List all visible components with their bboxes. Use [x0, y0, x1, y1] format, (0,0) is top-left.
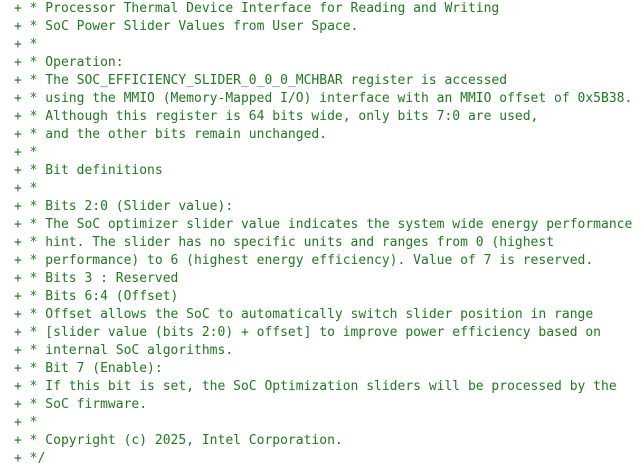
diff-line: + * Bit 7 (Enable):: [14, 361, 163, 376]
diff-line: + * Bits 2:0 (Slider value):: [14, 199, 234, 214]
diff-line: + *: [14, 145, 38, 160]
diff-line: + *: [14, 181, 38, 196]
diff-line: + * internal SoC algorithms.: [14, 343, 234, 358]
diff-line: + * Bit definitions: [14, 163, 163, 178]
diff-line: + * Processor Thermal Device Interface for Reading and Writing: [14, 1, 500, 16]
diff-line: + * The SOC_EFFICIENCY_SLIDER_0_0_0_MCHBAR register is accessed: [14, 73, 508, 88]
diff-line: + * SoC Power Slider Values from User Space.: [14, 19, 359, 34]
diff-line: + * Bits 3 : Reserved: [14, 271, 179, 286]
diff-line: + * and the other bits remain unchanged.: [14, 127, 328, 142]
diff-line: + * Although this register is 64 bits wide, only bits 7:0 are used,: [14, 109, 539, 124]
diff-line: + *: [14, 415, 38, 430]
diff-line: + */: [14, 451, 46, 466]
diff-line: + * [slider value (bits 2:0) + offset] to improve power efficiency based on: [14, 325, 601, 340]
diff-line: + *: [14, 37, 38, 52]
diff-line: + * Bits 6:4 (Offset): [14, 289, 179, 304]
diff-line: + * using the MMIO (Memory-Mapped I/O) interface with an MMIO offset of 0x5B38.: [14, 91, 633, 106]
diff-line: + * Copyright (c) 2025, Intel Corporation.: [14, 433, 343, 448]
diff-line: + * Operation:: [14, 55, 124, 70]
diff-line: + * performance) to 6 (highest energy efficiency). Value of 7 is reserved.: [14, 253, 594, 268]
diff-line: + * The SoC optimizer slider value indicates the system wide energy performance: [14, 217, 633, 232]
diff-line: + * If this bit is set, the SoC Optimization sliders will be processed by the: [14, 379, 617, 394]
diff-line: + * SoC firmware.: [14, 397, 148, 412]
diff-line: + * Offset allows the SoC to automatically switch slider position in range: [14, 307, 594, 322]
diff-line: + * hint. The slider has no specific units and ranges from 0 (highest: [14, 235, 555, 250]
